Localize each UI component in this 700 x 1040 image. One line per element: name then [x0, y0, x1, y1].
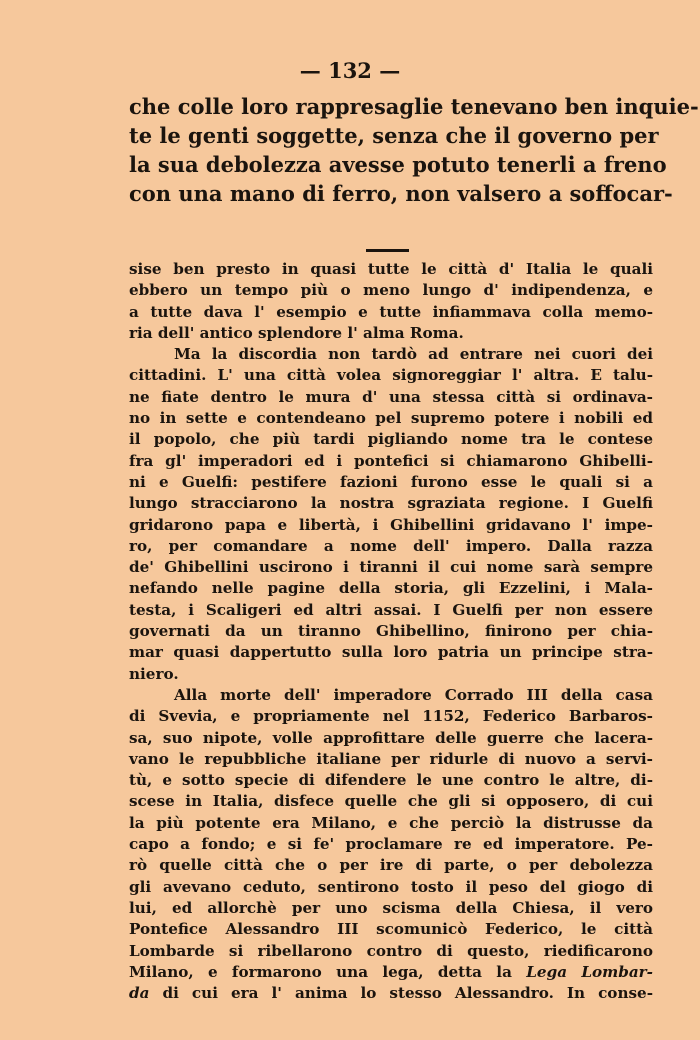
lega-lombarda-italic: Lega Lombar- — [526, 962, 653, 981]
footnote-line: Lombarde si ribellarono contro di questo, riedificarono — [129, 941, 653, 960]
footnote-line: no in sette e contendeano pel supremo potere i nobili ed — [129, 409, 653, 428]
footnote — [129, 259, 653, 1004]
footnote-line: gridarono papa e libertà, i Ghibellini gridavano l' impe- — [129, 515, 653, 534]
footnote-line: gli avevano ceduto, sentirono tosto il peso del giogo di — [129, 877, 653, 896]
footnote-line: ni e Guelfi: pestifere fazioni furono esse le quali si a — [129, 472, 653, 491]
main-text-line: la sua debolezza avesse potuto tenerli a freno — [129, 152, 667, 177]
footnote-line: cittadini. L' una città volea signoreggiar l' altra. E talu- — [129, 366, 653, 385]
main-text — [129, 92, 699, 208]
footnote-line: tù, e sotto specie di difendere le une contro le altre, di- — [129, 771, 653, 790]
main-text-line: con una mano di ferro, non valsero a soffocar- — [129, 181, 673, 206]
main-text-line: che colle loro rappresaglie tenevano ben inquie- — [129, 94, 699, 119]
footnote-line: Alla morte dell' imperadore Corrado III della casa — [174, 685, 653, 704]
footnote-line: sise ben presto in quasi tutte le città d' Italia le quali — [129, 260, 653, 278]
footnote-line-text: Milano, e formarono una lega, detta la — [129, 962, 512, 981]
footnote-line: lungo stracciarono la nostra sgraziata regione. I Guelfi — [129, 494, 653, 513]
footnote-line: testa, i Scaligeri ed altri assai. I Guelfi per non essere — [129, 600, 653, 619]
footnote-line: di Svevia, e propriamente nel 1152, Federico Barbaros- — [129, 707, 653, 726]
footnote-line: il popolo, che più tardi pigliando nome tra le contese — [129, 430, 653, 449]
footnote-line: rò quelle città che o per ire di parte, o per debolezza — [129, 856, 653, 875]
footnote-line: ne fiate dentro le mura d' una stessa città si ordinava- — [129, 387, 653, 406]
footnote-line: ro, per comandare a nome dell' impero. Dalla razza — [129, 536, 653, 555]
footnote-line: Pontefice Alessandro III scomunicò Federico, le città — [129, 920, 653, 939]
footnote-divider — [366, 249, 409, 252]
footnote-line: nefando nelle pagine della storia, gli Ezzelini, i Mala- — [129, 579, 653, 598]
footnote-line: scese in Italia, disfece quelle che gli si opposero, di cui — [129, 792, 653, 811]
footnote-line: governati da un tiranno Ghibellino, finirono per chia- — [129, 622, 653, 641]
footnote-line: capo a fondo; e si fe' proclamare re ed imperatore. Pe- — [129, 835, 653, 854]
footnote-line-text: di cui era l' anima lo stesso Alessandro. In conse- — [162, 984, 654, 1003]
footnote-line: Ma la discordia non tardò ad entrare nei cuori dei — [174, 345, 653, 364]
footnote-line: ria dell' antico splendore l' alma Roma. — [129, 323, 464, 342]
footnote-line: sa, suo nipote, volle approfittare delle guerre che lacera- — [129, 728, 653, 747]
footnote-line — [129, 983, 653, 1004]
footnote-line: la più potente era Milano, e che perciò la distrusse da — [129, 813, 653, 832]
footnote-line: vano le repubbliche italiane per ridurle di nuovo a servi- — [129, 749, 653, 768]
footnote-line: de' Ghibellini uscirono i tiranni il cui nome sarà sempre — [129, 558, 653, 577]
footnote-line: a tutte dava l' esempio e tutte infiammava colla memo- — [129, 302, 653, 321]
lega-lombarda-italic-end: da — [129, 984, 150, 1003]
footnote-line: niero. — [129, 664, 179, 683]
footnote-line: mar quasi dappertutto sulla loro patria un principe stra- — [129, 643, 653, 662]
footnote-line: fra gl' imperadori ed i pontefici si chiamarono Ghibelli- — [129, 451, 653, 470]
footnote-line: lui, ed allorchè per uno scisma della Chiesa, il vero — [129, 898, 653, 917]
footnote-line: ebbero un tempo più o meno lungo d' indipendenza, e — [129, 281, 653, 300]
main-text-line: te le genti soggette, senza che il governo per — [129, 123, 659, 148]
footnote-line — [129, 962, 653, 983]
page-number: — 132 — — [299, 58, 401, 83]
